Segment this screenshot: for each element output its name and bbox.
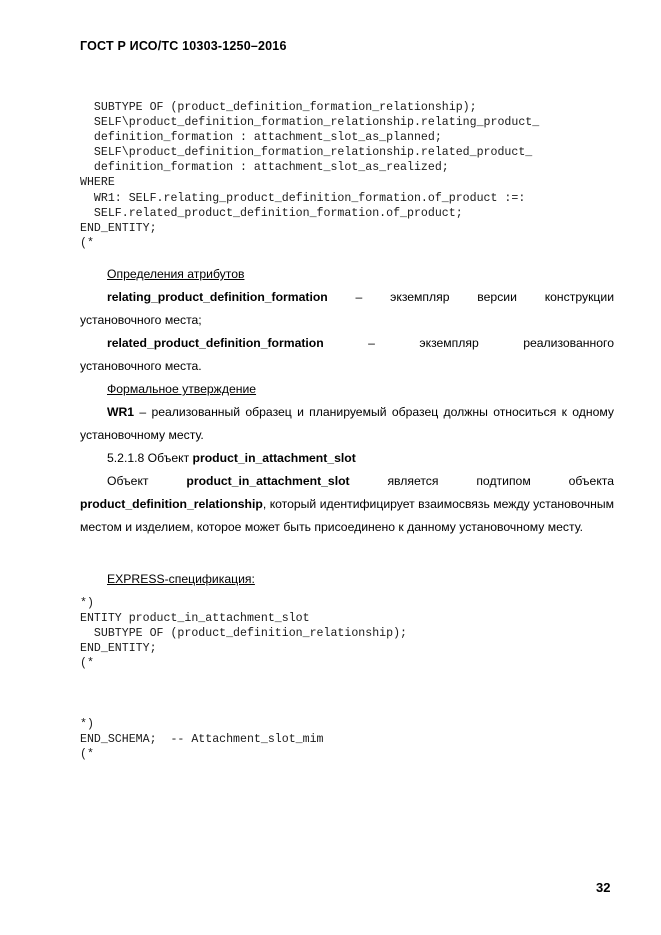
express-heading: EXPRESS-спецификация: — [107, 572, 255, 586]
code-line: definition_formation : attachment_slot_as_realized; — [80, 161, 449, 175]
code-line: WR1: SELF.relating_product_definition_formation.of_product :=: — [80, 191, 526, 205]
para-mid: является подтипом объекта — [349, 474, 615, 488]
rule-text: – реализованный образец и планируемый образец должны относиться к одному установочному месту. — [80, 405, 614, 442]
code-line: (* — [80, 236, 94, 250]
formal-rule — [80, 401, 614, 447]
code-line: (* — [80, 748, 94, 762]
attributes-section — [80, 263, 614, 539]
code-line: SELF\product_definition_formation_relationship.relating_product_ — [80, 116, 540, 130]
attribute-definition — [80, 332, 614, 355]
rule-name: WR1 — [107, 405, 135, 419]
code-line: (* — [80, 657, 94, 671]
page-number: 32 — [596, 880, 611, 895]
attribute-description-cont: установочного места. — [80, 359, 202, 373]
attribute-dash: – — [355, 290, 363, 304]
formal-heading: Формальное утверждение — [107, 382, 257, 396]
code-line: SELF.related_product_definition_formation.of_product; — [80, 206, 463, 220]
code-line: ENTITY product_in_attachment_slot — [80, 612, 310, 626]
code-line: SUBTYPE OF (product_definition_relationship); — [80, 627, 407, 641]
code-line: END_SCHEMA; -- Attachment_slot_mim — [80, 733, 324, 747]
attribute-description: экземпляр реализованного — [419, 336, 614, 350]
code-line: END_ENTITY; — [80, 642, 157, 656]
code-line: WHERE — [80, 176, 115, 190]
code-line: *) — [80, 597, 94, 610]
code-line: SUBTYPE OF (product_definition_formation_relationship); — [80, 101, 477, 114]
express-code-block-3 — [80, 717, 324, 762]
section-paragraph — [80, 470, 614, 539]
section-number: 5.2.1.8 Объект — [107, 451, 193, 465]
attribute-name: relating_product_definition_formation — [107, 290, 328, 304]
section-title — [80, 447, 614, 470]
code-line: SELF\product_definition_formation_relationship.related_product_ — [80, 146, 533, 160]
attribute-description-cont: установочного места; — [80, 313, 202, 327]
attribute-definition — [80, 286, 614, 309]
document-header: ГОСТ Р ИСО/ТС 10303-1250–2016 — [80, 39, 287, 53]
code-line: END_ENTITY; — [80, 221, 157, 235]
code-line: *) — [80, 718, 94, 731]
attribute-description: экземпляр версии конструкции — [390, 290, 615, 304]
express-code-block-1 — [80, 100, 539, 251]
para-entity: product_in_attachment_slot — [186, 474, 350, 488]
attribute-dash: – — [368, 336, 375, 350]
para-supertype: product_definition_relationship — [80, 497, 263, 511]
section-entity: product_in_attachment_slot — [192, 451, 356, 465]
express-heading-block — [80, 568, 614, 591]
attributes-heading: Определения атрибутов — [107, 267, 245, 281]
para-prefix: Объект — [107, 474, 187, 488]
express-code-block-2 — [80, 596, 407, 671]
para-rest: , который идентифицирует взаимосвязь между установочным местом и изделием, которое может быть присоединено к данному установочному месту. — [80, 497, 614, 534]
attribute-name: related_product_definition_formation — [107, 336, 324, 350]
code-line: definition_formation : attachment_slot_as_planned; — [80, 131, 442, 145]
